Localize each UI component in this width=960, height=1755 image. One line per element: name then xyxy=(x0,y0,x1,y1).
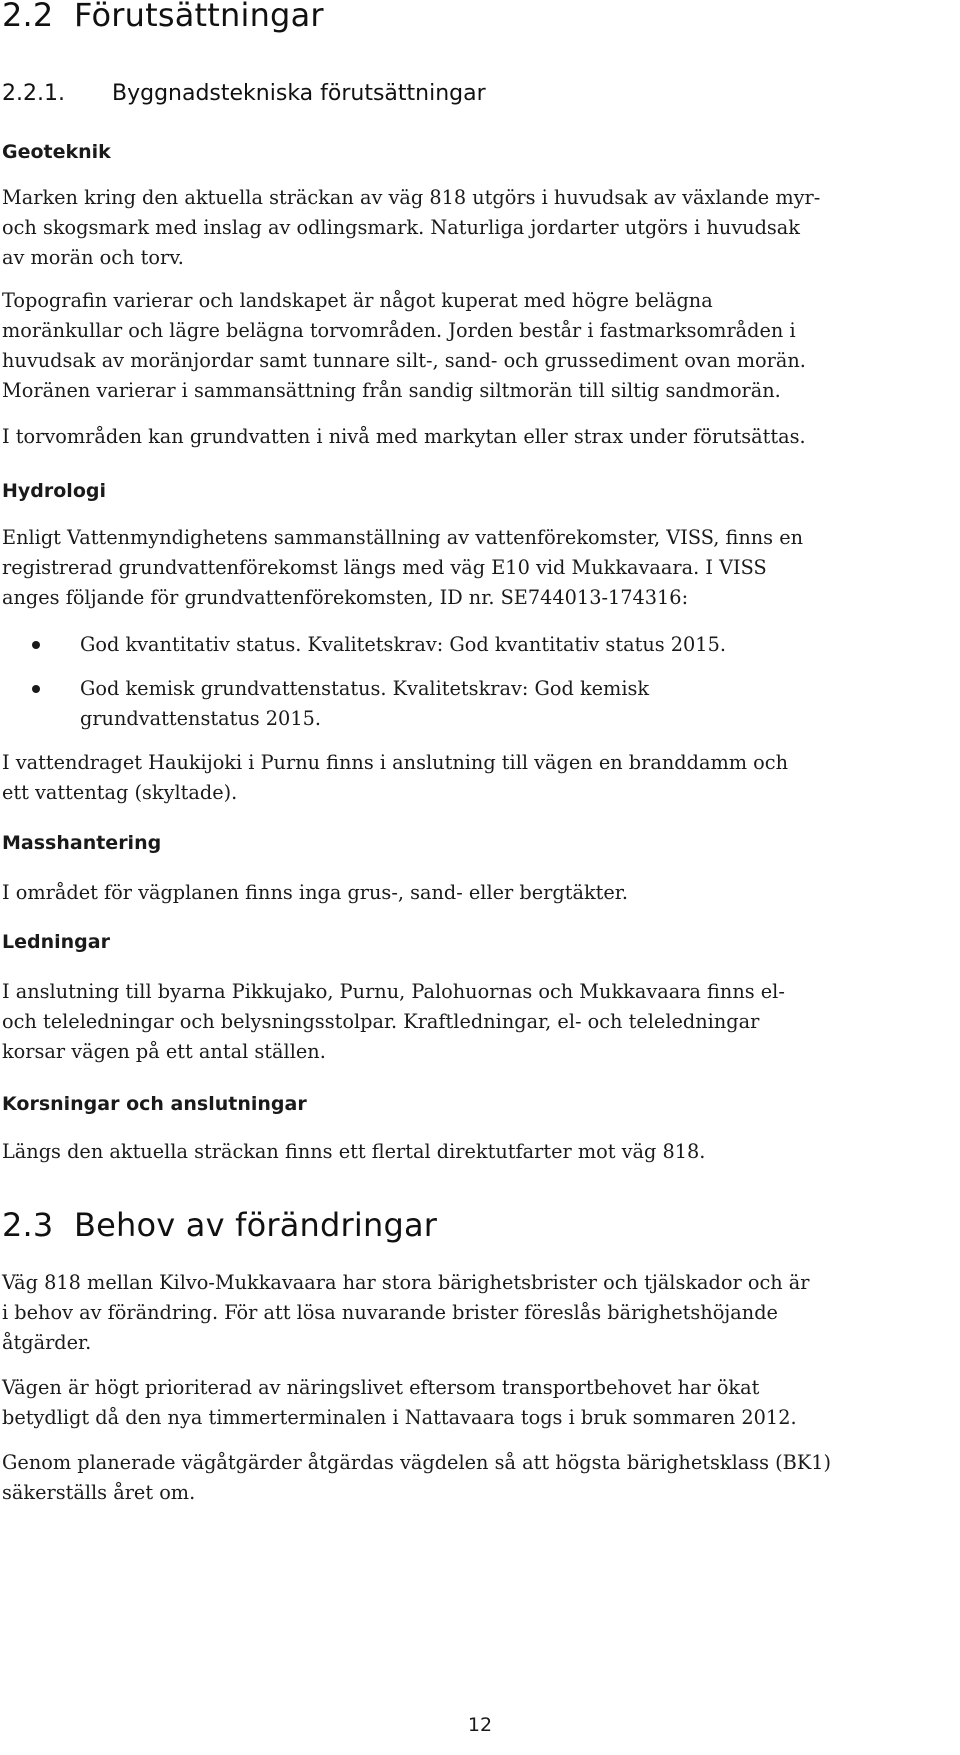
paragraph-behov-1 xyxy=(2,1268,952,1358)
section-title: Behov av förändringar xyxy=(74,1206,438,1244)
text-line: grundvattenstatus 2015. xyxy=(80,707,321,730)
text-line: Längs den aktuella sträckan finns ett flertal direktutfarter mot väg 818. xyxy=(2,1140,706,1163)
text-line: moränkullar och lägre belägna torvområden. Jorden består i fastmarksområden i xyxy=(2,319,796,342)
paragraph-masshantering xyxy=(2,878,952,908)
text-line: Marken kring den aktuella sträckan av väg 818 utgörs i huvudsak av växlande myr- xyxy=(2,186,821,209)
text-line: Väg 818 mellan Kilvo-Mukkavaara har stora bärighetsbrister och tjälskador och är xyxy=(2,1271,810,1294)
text-line: I vattendraget Haukijoki i Purnu finns i anslutning till vägen en branddamm och xyxy=(2,751,788,774)
text-line: God kemisk grundvattenstatus. Kvalitetskrav: God kemisk xyxy=(80,677,650,700)
text-line: och teleledningar och belysningsstolpar. Kraftledningar, el- och teleledningar xyxy=(2,1010,760,1033)
paragraph-geoteknik-2 xyxy=(2,286,952,406)
text-line: Moränen varierar i sammansättning från sandig siltmorän till siltig sandmorän. xyxy=(2,379,781,402)
paragraph-hydrologi-2 xyxy=(2,748,952,808)
text-line: korsar vägen på ett antal ställen. xyxy=(2,1040,326,1063)
bullet-icon xyxy=(32,641,40,649)
subsection-number: 2.2.1. xyxy=(2,81,65,106)
section-title: Förutsättningar xyxy=(74,0,324,34)
heading-ledningar: Ledningar xyxy=(2,931,110,953)
text-line: anges följande för grundvattenförekomsten, ID nr. SE744013-174316: xyxy=(2,586,689,609)
paragraph-geoteknik-1 xyxy=(2,183,952,273)
paragraph-korsningar xyxy=(2,1137,952,1167)
paragraph-behov-3 xyxy=(2,1448,952,1508)
subsection-title: Byggnadstekniska förutsättningar xyxy=(112,81,486,106)
paragraph-hydrologi-1 xyxy=(2,523,952,613)
paragraph-geoteknik-3 xyxy=(2,422,952,452)
subsection-heading-2-2-1 xyxy=(2,81,486,106)
text-line: betydligt då den nya timmerterminalen i Nattavaara togs i bruk sommaren 2012. xyxy=(2,1406,797,1429)
heading-korsningar: Korsningar och anslutningar xyxy=(2,1093,307,1115)
text-line: ett vattentag (skyltade). xyxy=(2,781,238,804)
paragraph-ledningar xyxy=(2,977,952,1067)
section-number: 2.2 xyxy=(2,0,54,34)
text-line: i behov av förändring. För att lösa nuvarande brister föreslås bärighetshöjande xyxy=(2,1301,778,1324)
text-line: I torvområden kan grundvatten i nivå med markytan eller strax under förutsättas. xyxy=(2,425,806,448)
text-line: Genom planerade vägåtgärder åtgärdas vägdelen så att högsta bärighetsklass (BK1) xyxy=(2,1451,832,1474)
heading-hydrologi: Hydrologi xyxy=(2,480,106,502)
text-line: säkerställs året om. xyxy=(2,1481,196,1504)
text-line: huvudsak av moränjordar samt tunnare silt-, sand- och grussediment ovan morän. xyxy=(2,349,806,372)
text-line: registrerad grundvattenförekomst längs med väg E10 vid Mukkavaara. I VISS xyxy=(2,556,767,579)
section-heading-2-3 xyxy=(2,1206,437,1244)
paragraph-behov-2 xyxy=(2,1373,952,1433)
text-line: åtgärder. xyxy=(2,1331,92,1354)
page-number: 12 xyxy=(467,1714,493,1736)
text-line: av morän och torv. xyxy=(2,246,184,269)
text-line: och skogsmark med inslag av odlingsmark. Naturliga jordarter utgörs i huvudsak xyxy=(2,216,800,239)
section-heading-2-2 xyxy=(2,0,324,34)
text-line: Enligt Vattenmyndighetens sammanställning av vattenförekomster, VISS, finns en xyxy=(2,526,804,549)
heading-masshantering: Masshantering xyxy=(2,832,162,854)
text-line: God kvantitativ status. Kvalitetskrav: God kvantitativ status 2015. xyxy=(80,633,726,656)
heading-geoteknik: Geoteknik xyxy=(2,141,111,163)
text-line: I området för vägplanen finns inga grus-, sand- eller bergtäkter. xyxy=(2,881,629,904)
bullet-icon xyxy=(32,685,40,693)
text-line: Topografin varierar och landskapet är något kuperat med högre belägna xyxy=(2,289,713,312)
text-line: Vägen är högt prioriterad av näringslivet eftersom transportbehovet har ökat xyxy=(2,1376,760,1399)
section-number: 2.3 xyxy=(2,1206,54,1244)
text-line: I anslutning till byarna Pikkujako, Purnu, Palohuornas och Mukkavaara finns el- xyxy=(2,980,785,1003)
